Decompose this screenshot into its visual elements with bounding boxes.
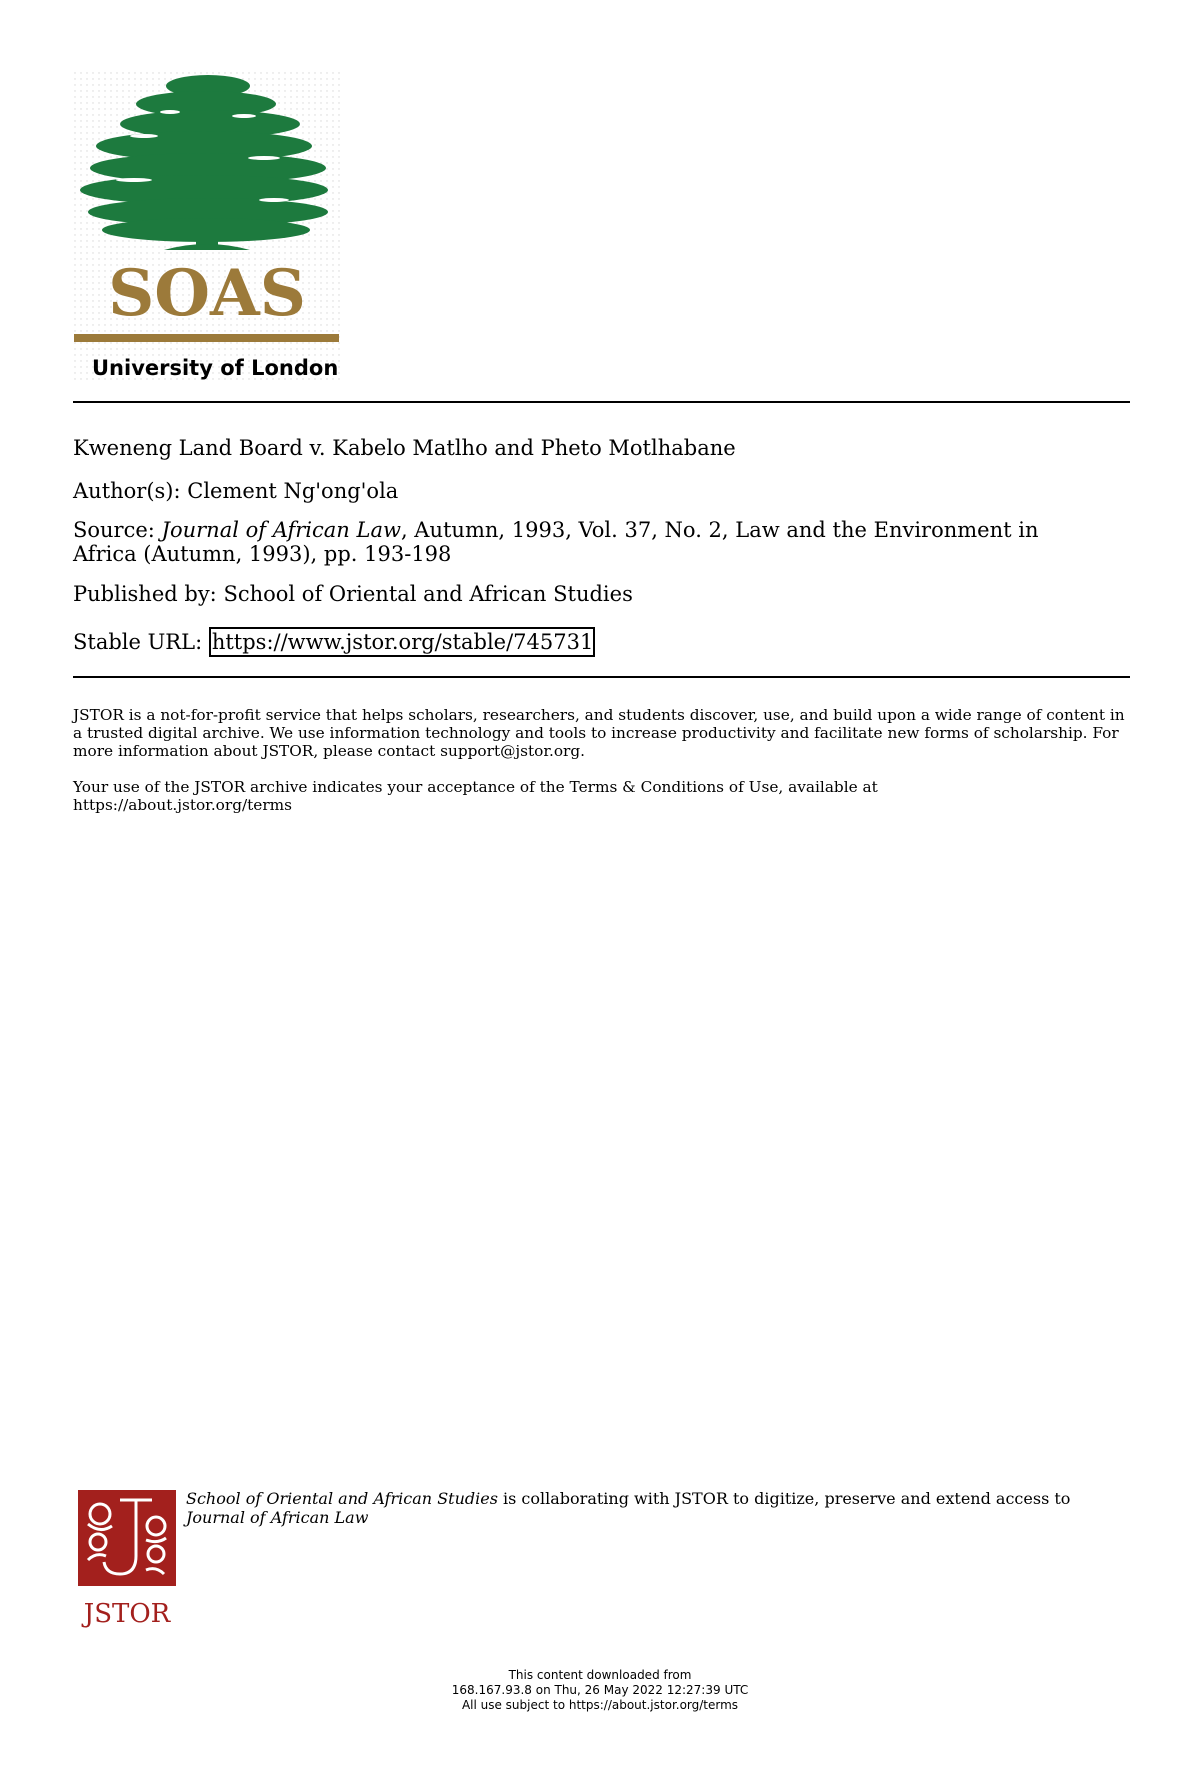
jstor-wordmark: JSTOR (83, 1599, 171, 1629)
terms-url[interactable]: https://about.jstor.org/terms (73, 796, 293, 814)
terms-notice-paragraph (73, 778, 1133, 814)
download-footer (0, 1668, 1200, 1713)
footer-line-3: All use subject to https://about.jstor.org/terms (461, 1698, 739, 1712)
published-by-line (73, 582, 633, 606)
collab-institution: School of Oriental and African Studies (186, 1489, 498, 1508)
source-journal: Journal of African Law (161, 518, 401, 542)
stable-url-label: Stable URL: (73, 630, 203, 654)
collab-journal: Journal of African Law (186, 1508, 369, 1527)
soas-logo (74, 72, 344, 382)
article-title: Kweneng Land Board v. Kabelo Matlho and Pheto Motlhabane (73, 436, 736, 460)
source-line (73, 518, 1073, 566)
collaboration-statement (186, 1489, 1086, 1527)
published-by-label: Published by: (73, 582, 217, 606)
soas-subtitle: University of London (92, 356, 339, 380)
tree-icon (74, 72, 344, 382)
jstor-mark-icon (76, 1490, 178, 1630)
terms-notice-line: Your use of the JSTOR archive indicates your acceptance of the Terms & Conditions of Use, available at (73, 778, 878, 796)
collab-text: is collaborating with JSTOR to digitize, preserve and extend access to (497, 1489, 1071, 1508)
stable-url-link[interactable]: https://www.jstor.org/stable/745731 (209, 627, 596, 657)
source-details: , Autumn, 1993, Vol. 37, No. 2, Law and the Environment in Africa (Autumn, 1993), pp. 193-198 (73, 518, 1039, 566)
footer-line-1: This content downloaded from (508, 1668, 692, 1682)
source-label: Source: (73, 518, 155, 542)
authors-label: Author(s): (73, 479, 181, 503)
jstor-notice-paragraph: JSTOR is a not-for-profit service that helps scholars, researchers, and students discover, use, and build upon a wide range of content in a trusted digital archive. We use information technology and tools to increase productivity and facilitate new forms of scholarship. For more information about JSTOR, please contact support@jstor.org. (73, 706, 1125, 760)
publisher-value: School of Oriental and African Studies (223, 582, 633, 606)
top-divider (73, 401, 1130, 403)
middle-divider (73, 676, 1130, 678)
stable-url-line (73, 627, 595, 657)
soas-wordmark: SOAS (108, 256, 306, 331)
logo-bar (74, 334, 339, 342)
authors-value: Clement Ng'ong'ola (187, 479, 399, 503)
jstor-logo (76, 1490, 178, 1630)
footer-line-2: 168.167.93.8 on Thu, 26 May 2022 12:27:39 UTC (451, 1683, 749, 1697)
authors-line (73, 479, 398, 503)
